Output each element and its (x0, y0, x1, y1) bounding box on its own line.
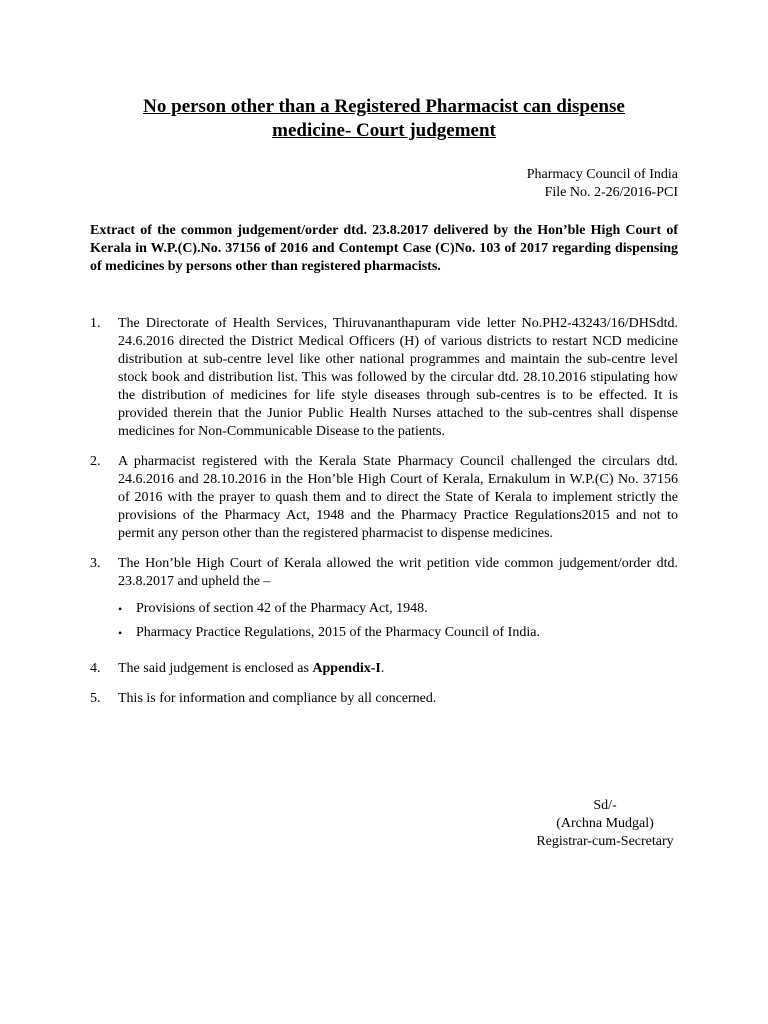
item-text: A pharmacist registered with the Kerala State Pharmacy Council challenged the circulars dtd. 24.6.2016 and 28.10.2016 in the Hon’ble High Court of Kerala, Ernakulum in W.P.(C) No. 37156 of 2016 with the prayer to quash them and to direct the State of Kerala to implement strictly the provisions of the Pharmacy Act, 1948 and the Pharmacy Practice Regulations2015 and not to permit any person other than the registered pharmacist to dispense medicines. (118, 454, 678, 541)
signatory-name: (Archna Mudgal) (556, 816, 654, 831)
issuer: Pharmacy Council of India (526, 167, 678, 182)
item-text-after: . (380, 661, 385, 676)
signature-sd: Sd/- (593, 798, 617, 813)
bullet-text: Pharmacy Practice Regulations, 2015 of the Pharmacy Council of India. (136, 625, 540, 640)
bullet-list (118, 600, 678, 642)
file-number: File No. 2-26/2016-PCI (544, 185, 678, 200)
item-number: 1. (90, 316, 101, 331)
numbered-list (90, 315, 678, 720)
item-number: 3. (90, 556, 101, 571)
list-item (90, 690, 678, 708)
list-item (90, 453, 678, 543)
bullet-item (118, 624, 678, 642)
item-text-before: The said judgement is enclosed as (118, 661, 313, 676)
item-text: This is for information and compliance by all concerned. (118, 691, 437, 706)
bullet-text: Provisions of section 42 of the Pharmacy Act, 1948. (136, 601, 428, 616)
document-meta (527, 166, 678, 202)
extract-paragraph: Extract of the common judgement/order dtd. 23.8.2017 delivered by the Hon’ble High Court of Kerala in W.P.(C).No. 37156 of 2016 and Contempt Case (C)No. 103 of 2017 regarding dispensing of medicines by persons other than registered pharmacists. (90, 223, 678, 274)
title-line-2: medicine- Court judgement (272, 120, 496, 141)
item-number: 5. (90, 691, 101, 706)
title-line-1: No person other than a Registered Pharmacist can dispense (143, 96, 625, 117)
item-text: The Hon’ble High Court of Kerala allowed the writ petition vide common judgement/order dtd. 23.8.2017 and upheld the – (118, 556, 678, 589)
document-title (90, 95, 678, 143)
bullet-icon: • (118, 626, 123, 640)
list-item (90, 660, 678, 678)
list-item (90, 555, 678, 648)
item-number: 2. (90, 454, 101, 469)
list-item (90, 315, 678, 441)
signatory-designation: Registrar-cum-Secretary (536, 834, 674, 849)
bullet-item (118, 600, 678, 618)
item-body (118, 555, 678, 648)
appendix-reference: Appendix-I (312, 661, 381, 676)
item-number: 4. (90, 661, 101, 676)
signature-block (505, 797, 705, 851)
bullet-icon: • (118, 602, 123, 616)
item-text: The Directorate of Health Services, Thiruvananthapuram vide letter No.PH2-43243/16/DHSdtd. 24.6.2016 directed the District Medical Officers (H) of various districts to restart NCD medicine distribution at sub-centre level like other national programmes and maintain the sub-centre level stock book and distribution list. This was followed by the circular dtd. 28.10.2016 stipulating how the distribution of medicines for life style diseases through sub-centres is to be effected. It is provided therein that the Junior Public Health Nurses attached to the sub-centres shall dispense medicines for Non-Communicable Disease to the patients. (118, 316, 678, 439)
item-text (118, 660, 678, 678)
